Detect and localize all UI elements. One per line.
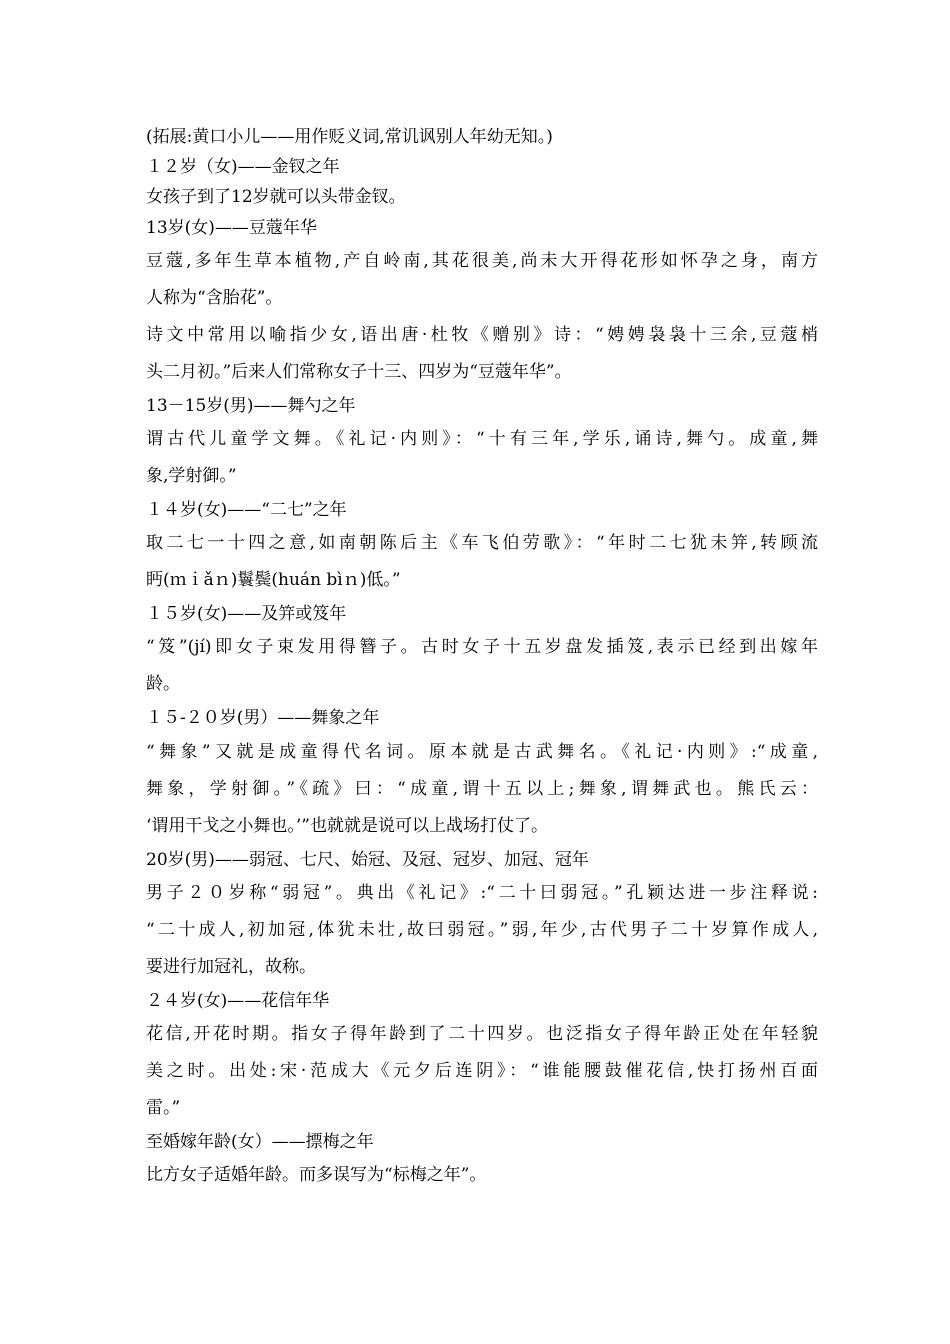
text-line: 舞象，学射御。”《疏》曰：“成童,谓十五以上;舞象,谓舞武也。熊氏云： — [146, 778, 818, 799]
section-heading: 13－15岁(男)——舞勺之年 — [146, 395, 356, 416]
text-line: “笈”(jí)即女子束发用得簪子。古时女子十五岁盘发插笈,表示已经到出嫁年 — [146, 637, 818, 658]
text-line: 诗文中常用以喻指少女,语出唐·杜牧《赠别》诗：“娉娉袅袅十三余,豆蔻梢 — [146, 324, 818, 345]
text-line: “舞象”又就是成童得代名词。原本就是古武舞名。《礼记·内则》:“成童, — [146, 741, 818, 762]
text-line: 要进行加冠礼，故称。 — [146, 956, 316, 977]
text-line: 头二月初。”后来人们常称女子十三、四岁为“豆蔻年华”。 — [146, 361, 572, 382]
text-line: 美之时。出处:宋·范成大《元夕后连阴》：“谁能腰鼓催花信,快打扬州百面 — [146, 1060, 818, 1081]
section-heading: ２４岁(女)——花信年华 — [146, 990, 330, 1011]
text-line: 雷。” — [146, 1097, 181, 1118]
document-page — [146, 122, 818, 1194]
text-line: 龄。 — [146, 674, 180, 695]
section-heading: 20岁(男)——弱冠、七尺、始冠、及冠、冠岁、加冠、冠年 — [146, 849, 589, 870]
text-line: “二十成人,初加冠,体犹未壮,故曰弱冠。”弱,年少,古代男子二十岁算作成人, — [146, 919, 818, 940]
text-line: 象,学射御。” — [146, 465, 237, 486]
section-heading: 13岁(女)——豆蔻年华 — [146, 217, 317, 238]
text-line: 谓古代儿童学文舞。《礼记·内则》：“十有三年,学乐,诵诗,舞勺。成童,舞 — [146, 428, 818, 449]
text-line: 眄(ｍｉǎｎ)鬟鬓(huán bìｎ)低。” — [146, 570, 401, 591]
text-line: 比方女子适婚年龄。而多误写为“标梅之年”。 — [146, 1165, 487, 1186]
section-heading: 至婚嫁年龄(女）——摽梅之年 — [146, 1131, 374, 1152]
text-line: 豆蔻,多年生草本植物,产自岭南,其花很美,尚未大开得花形如怀孕之身，南方 — [146, 250, 818, 271]
text-line: ‘谓用干戈之小舞也。’”也就就是说可以上战场打仗了。 — [146, 815, 548, 836]
section-heading: １５岁(女)——及笄或笈年 — [146, 604, 347, 625]
text-line: 取二七一十四之意,如南朝陈后主《车飞伯劳歌》：“年时二七犹未笄,转顾流 — [146, 533, 818, 554]
text-line: 花信,开花时期。指女子得年龄到了二十四岁。也泛指女子得年龄正处在年轻貌 — [146, 1023, 818, 1044]
text-line: 男子２０岁称“弱冠”。典出《礼记》:“二十曰弱冠。”孔颖达进一步注释说: — [146, 882, 818, 903]
text-line: (拓展:黄口小儿——用作贬义词,常讥讽别人年幼无知。) — [146, 127, 553, 147]
section-heading: １５-２０岁(男）——舞象之年 — [146, 708, 380, 729]
section-heading: １２岁（女)——金钗之年 — [146, 157, 340, 178]
section-heading: １４岁(女)——“二七”之年 — [146, 499, 347, 520]
text-line: 人称为“含胎花”。 — [146, 287, 283, 308]
text-line: 女孩子到了12岁就可以头带金钗。 — [146, 187, 406, 208]
